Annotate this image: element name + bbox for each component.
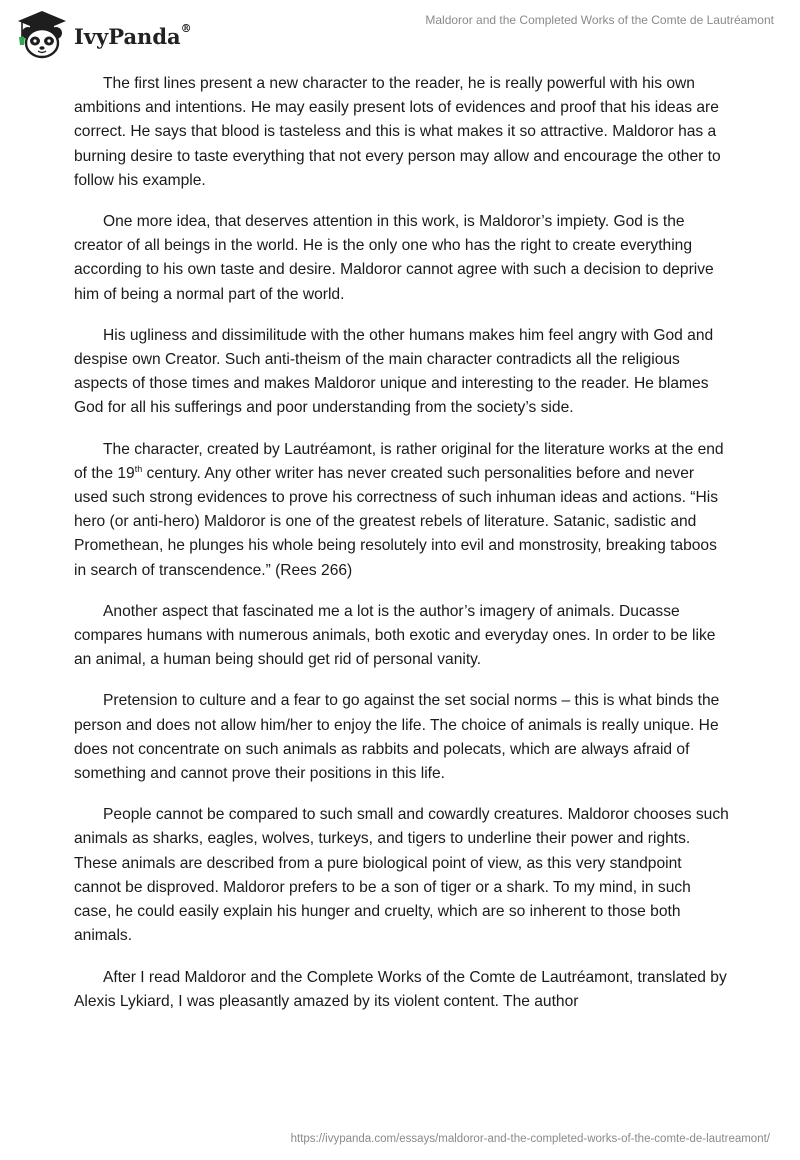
- logo-wordmark: IvyPanda®: [74, 21, 192, 49]
- paragraph-2: One more idea, that deserves attention in this work, is Maldoror’s impiety. God is the creator of all beings in the world. He is the only one who has the right to create everything according to his own taste and desire. Maldoror cannot agree with such a decision to deprive him of being a normal part of the world.: [74, 213, 714, 303]
- source-url[interactable]: https://ivypanda.com/essays/maldoror-and-the-completed-works-of-the-comte-de-lautreamont/: [290, 1133, 770, 1145]
- paragraph-4: [74, 438, 730, 583]
- registered-mark: ®: [180, 21, 192, 35]
- paragraph-4-part-1: The character, created by Lautréamont, is rather original for the literature works at the end of the 19: [74, 440, 724, 482]
- paragraph-4-part-2: century. Any other writer has never created such personalities before and never used such strong evidences to prove his correctness of such inhuman ideas and actions. “His hero (or anti-hero) Maldoror is one of the greatest rebels of literature. Satanic, sadistic and Promethean, he plunges his whole being resolutely into evil and monstrosity, breaking taboos in search of transcendence.” (Rees 266): [74, 464, 719, 579]
- paragraph-6: Pretension to culture and a fear to go against the set social norms – this is what binds the person and does not allow him/her to enjoy the life. The choice of animals is really unique. He does not concentrate on such animals as rabbits and polecats, which are always afraid of something and cannot prove their positions in this life.: [74, 692, 720, 783]
- paragraph-8: After I read Maldoror and the Complete Works of the Comte de Lautréamont, translated by Alexis Lykiard, I was pleasantly amazed by its violent content. The author: [74, 968, 727, 1010]
- running-title: Maldoror and the Completed Works of the Comte de Lautréamont: [425, 13, 774, 27]
- paragraph-7: People cannot be compared to such small and cowardly creatures. Maldoror chooses such animals as sharks, eagles, wolves, turkeys, and tigers to underline their power and rights. These animals are described from a pure biological point of view, as this very standpoint cannot be disproved. Maldoror prefers to be a son of tiger or a shark. To my mind, in such case, he could easily explain his hunger and cruelty, which are so inherent to those both animals.: [74, 806, 729, 945]
- ivypanda-logo[interactable]: [12, 6, 212, 62]
- paragraph-1: The first lines present a new character to the reader, he is really powerful with his own ambitions and intentions. He may easily present lots of evidences and proof that his ideas are correct. He says that blood is tasteless and this is what makes it so attractive. Maldoror has a burning desire to taste everything that not every person may allow and encourage the other to follow his example.: [74, 75, 721, 189]
- essay-body: [74, 72, 730, 1031]
- paragraph-3: His ugliness and dissimilitude with the other humans makes him feel angry with God and despise own Creator. Such anti-theism of the main character contradicts all the religious aspects of those times and makes Maldoror unique and interesting to the reader. He blames God for all his sufferings and poor understanding from the society’s side.: [74, 326, 714, 417]
- panda-graduation-cap-icon: [12, 7, 70, 61]
- ordinal-superscript: th: [134, 463, 143, 474]
- paragraph-5: Another aspect that fascinated me a lot is the author’s imagery of animals. Ducasse compares humans with numerous animals, both exotic and everyday ones. In order to be like an animal, a human being should get rid of personal vanity.: [74, 602, 716, 669]
- page-header: [0, 0, 800, 72]
